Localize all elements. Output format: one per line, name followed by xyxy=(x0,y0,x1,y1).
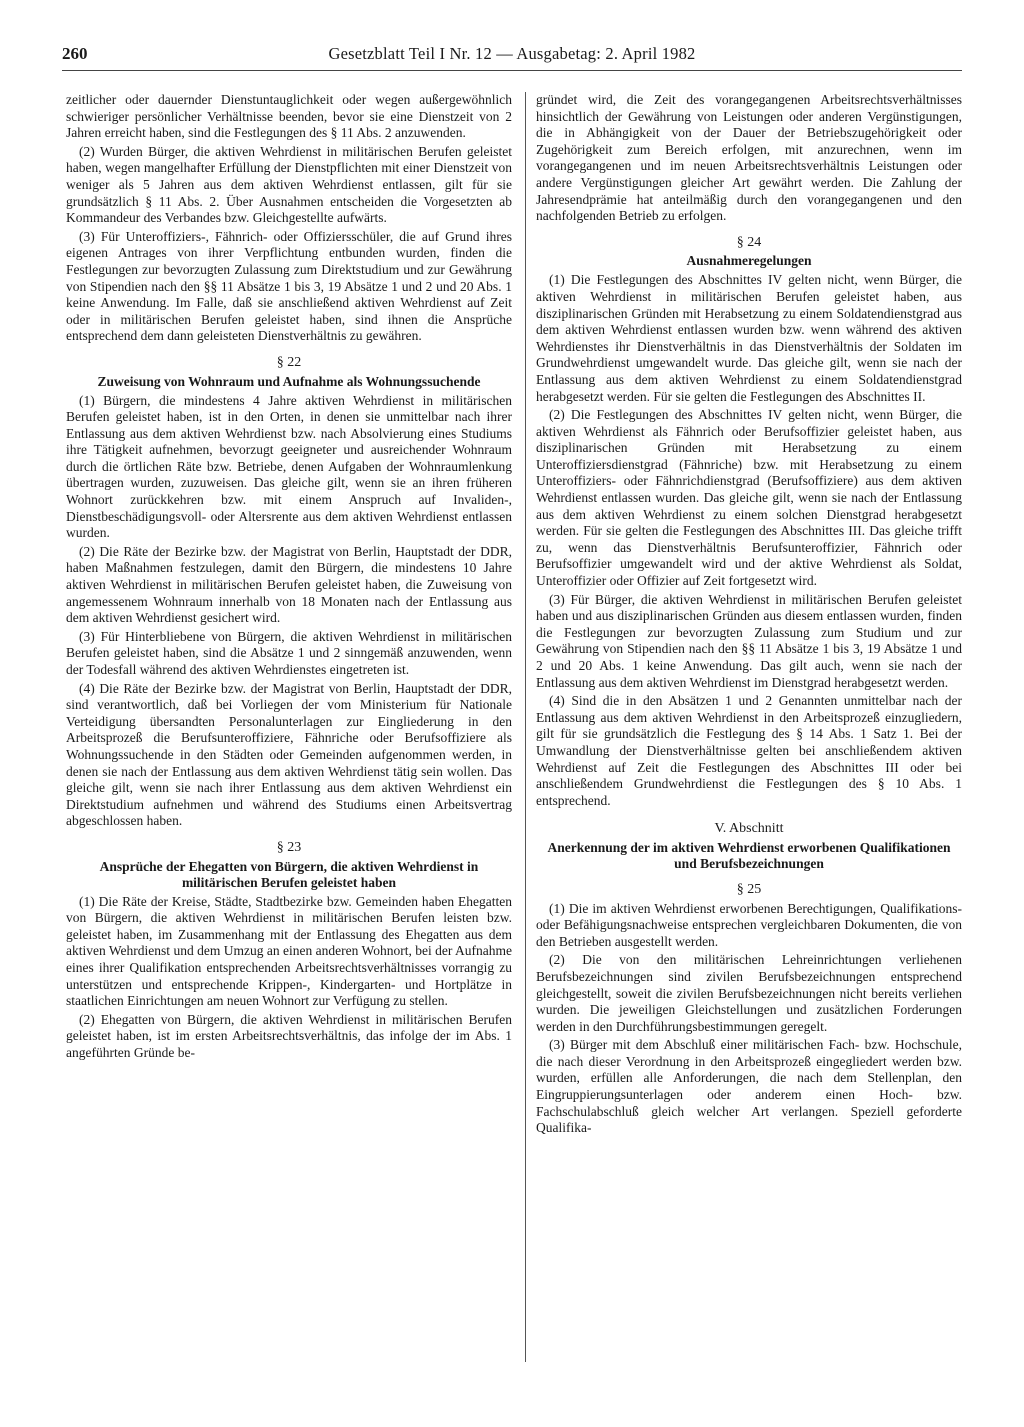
paragraph: (2) Die Festlegungen des Abschnittes IV gelten nicht, wenn Bürger, die aktiven Wehrdienst als Fähnrich oder Berufsoffizier geleistet haben, aus disziplinarischen Gründen mit Herabsetzung zu einem Unteroffiziersdienstgrad (Fähnriche) bzw. mit Herabsetzung zu einem Unteroffiziers- oder Fähnrichdienstgrad (Berufsoffiziere) aus dem aktiven Wehrdienst entlassen wurden. Das gleiche gilt, wenn sie nach der Entlassung aus dem aktiven Wehrdienst zu einem solchen Dienstgrad herabgesetzt werden. Für sie gelten die Festlegungen des Abschnittes III. Das gleiche trifft zu, wenn das Dienstverhältnis Berufsunteroffizier, Fähnrich oder Berufsoffizier umgewandelt wird und der aktive Wehrdienst als Soldat, Unteroffizier oder Offizier auf Zeit fortgesetzt wird. xyxy=(536,407,962,589)
chapter-heading: Anerkennung der im aktiven Wehrdienst erworbenen Qualifikationen und Berufsbezeichnungen xyxy=(547,839,951,871)
section-number: § 24 xyxy=(736,234,762,250)
paragraph: (1) Die Räte der Kreise, Städte, Stadtbezirke bzw. Gemeinden haben Ehegatten von Bürgern, die aktiven Wehrdienst in militärischen Berufen leisten bzw. geleistet haben, im Zusammenhang mit der Entlassung des Ehegatten aus dem aktiven Wehrdienst und dem Umzug an einen anderen Wohnort, bei der Aufnahme eines ihrer Qualifikation entsprechenden Arbeitsrechtsverhältnisses vorrangig zu unterstützen und entsprechende Krippen-, Kindergarten- und Hortplätze in staatlichen Einrichtungen am neuen Wohnort zur Verfügung zu stellen. xyxy=(66,893,512,1009)
paragraph: zeitlicher oder dauernder Dienstuntauglichkeit oder wegen außergewöhnlich schwieriger persönlicher Verhältnisse beenden, bevor sie eine Dienstzeit von 2 Jahren erreicht haben, sind die Festlegungen des § 11 Abs. 2 anzuwenden. xyxy=(66,92,512,141)
paragraph: (2) Wurden Bürger, die aktiven Wehrdienst in militärischen Berufen geleistet haben, wegen mangelhafter Erfüllung der Dienstpflichten mit einer Dienstzeit von weniger als 5 Jahren aus dem aktiven Wehrdienst entlassen, gilt für sie grundsätzlich § 11 Abs. 2. Über Ausnahmen entscheiden die Vorgesetzten ab Kommandeur des Verbandes bzw. Gleichgestellte aufwärts. xyxy=(66,143,512,226)
chapter-number: V. Abschnitt xyxy=(714,821,784,837)
section-number: § 23 xyxy=(276,839,302,855)
header-rule xyxy=(62,70,962,71)
left-column xyxy=(66,92,512,1392)
section-number: § 25 xyxy=(736,881,762,897)
paragraph: (2) Die Räte der Bezirke bzw. der Magistrat von Berlin, Hauptstadt der DDR, haben Maßnahmen festzulegen, damit den Bürgern, die mindestens 10 Jahre aktiven Wehrdienst in militärischen Berufen geleistet haben, die Zuweisung von angemessenem Wohnraum innerhalb von 18 Monaten nach der Entlassung aus dem aktiven Wehrdienst gesichert wird. xyxy=(66,543,512,626)
paragraph: (4) Die Räte der Bezirke bzw. der Magistrat von Berlin, Hauptstadt der DDR, sind verantwortlich, daß bei Vorliegen der vom Ministerium für Nationale Verteidigung übersandten Personalunterlagen zur Eingliederung in den Arbeitsprozeß die Berufsunteroffiziere, Fähnriche oder Berufsoffiziere als Wohnungssuchende in den Städten oder Gemeinden aufgenommen werden, in denen sie nach der Entlassung aus dem aktiven Wehrdienst tätig sein wollen. Das gleiche gilt, wenn sie nach ihrer Entlassung aus dem aktiven Wehrdienst ein Direktstudium aufnehmen und während des Studiums einen Arbeitsvertrag abgeschlossen haben. xyxy=(66,680,512,829)
paragraph: (1) Die Festlegungen des Abschnittes IV gelten nicht, wenn Bürger, die aktiven Wehrdienst in militärischen Berufen geleistet haben, aus disziplinarischen Gründen mit Herabsetzung zu einem Soldatendienstgrad aus dem aktiven Wehrdienst entlassen wurden bzw. wenn während des aktiven Wehrdienstes ihr Dienstverhältnis in das Dienstverhältnis der Soldaten im Grundwehrdienst umgewandelt wurde. Das gleiche gilt, wenn sie nach der Entlassung aus dem aktiven Wehrdienst zu einem Soldatendienstgrad herabgesetzt werden. Für sie gelten die Festlegungen des Abschnittes II. xyxy=(536,272,962,404)
page-header xyxy=(62,44,962,70)
page-number: 260 xyxy=(62,44,88,63)
paragraph: (3) Für Bürger, die aktiven Wehrdienst in militärischen Berufen geleistet haben und aus disziplinarischen Gründen aus diesem entlassen wurden, finden die Festlegungen zur bevorzugten Zulassung zum Studium und zur Gewährung von Stipendien nach den §§ 11 Absätze 1 bis 3, 19 Absätze 1 und 2 und 20 Abs. 1 keine Anwendung. Das gilt auch, wenn sie nach der Entlassung aus dem aktiven Wehrdienst im Dienstgrad herabgesetzt werden. xyxy=(536,591,962,690)
section-heading: Ansprüche der Ehegatten von Bürgern, die aktiven Wehrdienst in militärischen Berufen geleistet haben xyxy=(99,858,479,890)
right-column xyxy=(536,92,962,1392)
paragraph: gründet wird, die Zeit des vorangegangenen Arbeitsrechtsverhältnisses hinsichtlich der Gewährung von Leistungen oder anderen Vergünstigungen, die in Abhängigkeit von der Dauer der Betriebszugehörigkeit oder Zugehörigkeit zum Bereich erfolgen, mit anzurechnen, wenn im vorangegangenen und im neuen Arbeitsrechtsverhältnis Leistungen oder andere Vergünstigungen gleicher Art gewährt werden. Die Zahlung der Jahresendprämie hat anteilmäßig durch den vorangegangenen und den nachfolgenden Betrieb zu erfolgen. xyxy=(536,92,962,224)
paragraph: (1) Bürgern, die mindestens 4 Jahre aktiven Wehrdienst in militärischen Berufen geleistet haben, ist in den Orten, in denen sie unmittelbar nach ihrer Entlassung aus dem aktiven Wehrdienst bzw. nach Absolvierung eines Studiums ihre Tätigkeit aufnehmen, bevorzugt geeigneter und ausreichender Wohnraum durch die örtlichen Räte bzw. Betriebe, denen Aufgaben der Wohnraumlenkung übertragen wurden, zuzuweisen. Das gleiche gilt, wenn sie an ihren früheren Wohnort zurückkehren bzw. mit einem Anspruch auf Invaliden-, Dienstbeschädigungsvoll- oder Altersrente aus dem aktiven Wehrdienst entlassen wurden. xyxy=(66,392,512,541)
page-title: Gesetzblatt Teil I Nr. 12 — Ausgabetag: 2. April 1982 xyxy=(328,44,696,63)
section-heading: Zuweisung von Wohnraum und Aufnahme als Wohnungssuchende xyxy=(97,373,481,389)
paragraph: (3) Bürger mit dem Abschluß einer militärischen Fach- bzw. Hochschule, die nach dieser Verordnung in den Arbeitsprozeß eingegliedert werden bzw. wurden, erfüllen alle Anforderungen, die nach dem Stellenplan, den Eingruppierungsunterlagen oder anderem einen Hoch- bzw. Fachschulabschluß gleich welcher Art verlangen. Speziell geforderte Qualifika- xyxy=(536,1037,962,1136)
paragraph: (3) Für Unteroffiziers-, Fähnrich- oder Offiziersschüler, die auf Grund ihres eigenen Antrages von ihrer Verpflichtung entbunden wurden, finden die Festlegungen zur bevorzugten Zulassung zum Direktstudium und zur Gewährung von Stipendien nach den §§ 11 Absätze 1 bis 3, 19 Absätze 1 und 2 und 20 Abs. 1 keine Anwendung. Im Falle, daß sie anschließend aktiven Wehrdienst auf Zeit oder in militärischen Berufen geleistet haben, sind ihnen die Ansprüche entsprechend dem dann geleisteten Dienstverhältnis zu gewähren. xyxy=(66,228,512,344)
paragraph: (1) Die im aktiven Wehrdienst erworbenen Berechtigungen, Qualifikations- oder Befähigungsnachweise entsprechen vergleichbaren Dokumenten, die von den Betrieben ausgestellt werden. xyxy=(536,900,962,949)
paragraph: (2) Ehegatten von Bürgern, die aktiven Wehrdienst in militärischen Berufen geleistet haben, ist im ersten Arbeitsrechtsverhältnis, das infolge der im Abs. 1 angeführten Gründe be- xyxy=(66,1011,512,1060)
section-heading: Ausnahmeregelungen xyxy=(686,253,812,269)
column-divider xyxy=(525,92,526,1362)
paragraph: (2) Die von den militärischen Lehreinrichtungen verliehenen Berufsbezeichnungen sind zivilen Berufsbezeichnungen entsprechend gleichgestellt, soweit die zivilen Berufsbezeichnungen nicht bereits verliehen wurden. Die jeweiligen Gleichstellungen und zusätzlichen Forderungen werden in den Durchführungsbestimmungen geregelt. xyxy=(536,952,962,1034)
paragraph: (3) Für Hinterbliebene von Bürgern, die aktiven Wehrdienst in militärischen Berufen geleistet haben, sind die Absätze 1 und 2 sinngemäß anzuwenden, wenn der Todesfall während des aktiven Wehrdienstes eingetreten ist. xyxy=(66,628,512,677)
section-number: § 22 xyxy=(276,354,302,370)
paragraph: (4) Sind die in den Absätzen 1 und 2 Genannten unmittelbar nach der Entlassung aus dem aktiven Wehrdienst in den Arbeitsprozeß einzugliedern, gilt für sie grundsätzlich die Festlegung des § 14 Abs. 1 Satz 1. Bei der Umwandlung der Dienstverhältnisse gelten bei anschließendem aktiven Wehrdienst auf Zeit die Festlegungen des Abschnittes III oder bei anschließendem Grundwehrdienst die Festlegungen des § 10 Abs. 1 entsprechend. xyxy=(536,693,962,808)
